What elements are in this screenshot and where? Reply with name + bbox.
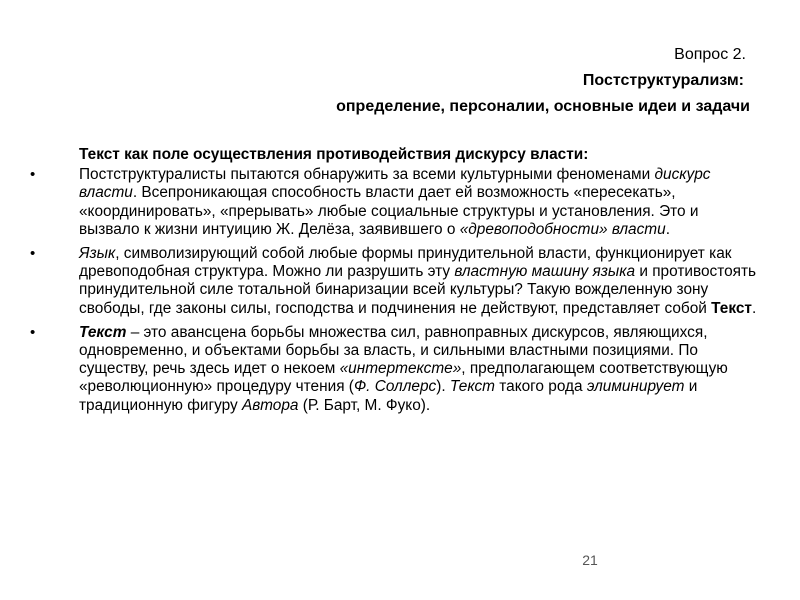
bullet-segment: . — [665, 220, 670, 238]
bullet-item — [30, 166, 760, 239]
bullet-item — [30, 245, 760, 318]
slide-title — [150, 42, 750, 120]
bullet-icon: • — [30, 245, 36, 263]
question-number: Вопрос 2. — [674, 46, 746, 63]
bullet-segment: Текст — [711, 299, 752, 317]
bullet-segment: ). — [436, 378, 450, 396]
bullet-segment: Текст — [79, 323, 127, 341]
bullet-segment: «интертексте» — [339, 360, 462, 378]
bullet-segment: . — [751, 299, 757, 317]
bullet-segment: властную машину языка — [454, 263, 636, 281]
topic-title: Постструктурализм: — [582, 72, 744, 89]
slide-body — [30, 146, 760, 421]
bullet-segment: Ф. Соллерс — [353, 378, 437, 396]
bullet-segment: . Всепроникающая способность власти дает ей возможность «пересекать», «координировать», «прерывать» любые социальные структуры и установления. Это и вызвало к жизни интуицию Ж. Делёза, заявившего о — [79, 184, 699, 238]
bullet-segment: дискурс власти — [79, 166, 711, 202]
bullet-list — [30, 166, 760, 415]
bullet-item — [30, 324, 760, 415]
topic-subtitle: определение, персоналии, основные идеи и задачи — [336, 98, 750, 115]
bullet-segment: – это авансцена борьбы множества сил, равноправных дискурсов, являющихся, одновременно, и объектами борьбы за власть, и сильными властными позициями. По существу, речь здесь идет о некоем — [79, 323, 708, 378]
bullet-segment: такого рода — [494, 378, 587, 396]
bullet-segment: Автора — [241, 396, 299, 414]
bullet-text — [79, 166, 711, 238]
bullet-segment: и противостоять принудительной силе тотальной бинаризации всей культуры? Такую вожделенную зону свободы, где законы силы, господства и подчинения не действуют, представляет собой — [79, 263, 757, 317]
bullet-icon: • — [30, 323, 36, 341]
bullet-icon: • — [30, 166, 36, 184]
page-number: 21 — [582, 552, 598, 568]
bullet-text — [79, 245, 756, 317]
bullet-segment: (Р. Барт, М. Фуко). — [298, 396, 431, 414]
bullet-segment: «древоподобности» власти — [459, 220, 666, 238]
bullet-segment: , символизирующий собой любые формы принудительной власти, функционирует как древоподобная структура. Можно ли разрушить эту — [79, 245, 732, 281]
bullet-segment: элиминирует — [586, 378, 685, 396]
bullet-segment: Язык — [79, 245, 116, 263]
intro-heading: Текст как поле осуществления противодействия дискурсу власти: — [79, 146, 589, 163]
bullet-segment: , предполагающем соответствующую «революционную» процедуру чтения ( — [79, 360, 728, 396]
bullet-text — [79, 324, 728, 414]
bullet-segment: Текст — [449, 378, 495, 396]
bullet-segment: Постструктуралисты пытаются обнаружить за всеми культурными феноменами — [79, 166, 655, 184]
bullet-segment: и традиционную фигуру — [79, 378, 698, 414]
